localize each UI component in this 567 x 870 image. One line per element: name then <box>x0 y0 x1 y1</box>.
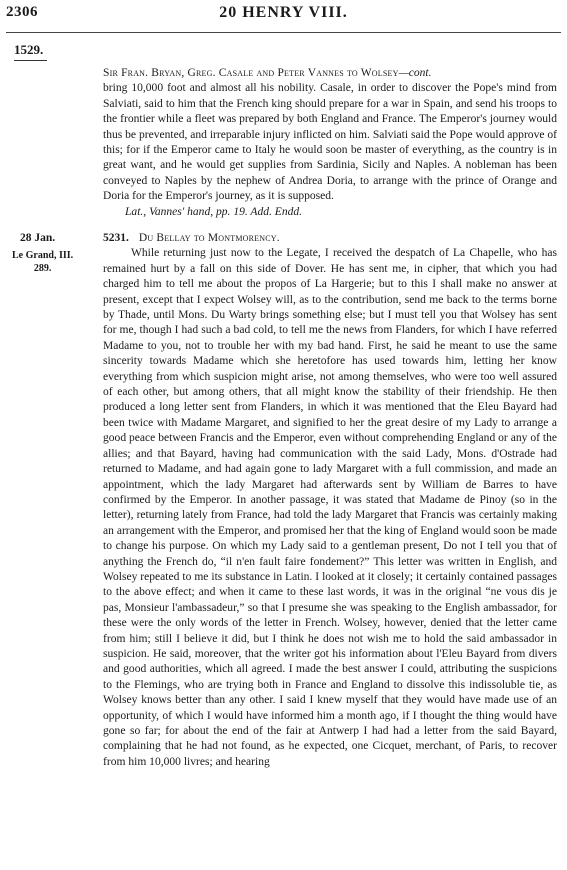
entry-main <box>103 231 557 770</box>
margin-date: 28 Jan. <box>20 232 56 244</box>
entry-continued-body: bring 10,000 foot and almost all his nobility. Casale, in order to discover the Pope's mind from Salviati, said to him that the French king should prepare for a war in Spain, and send his troops to the frontier while a fleet was prepared by both England and France. The Emperor's journey would thus be prevented, and irreparable injury inflicted on him. Salviati said the Pope would approve of this; for if the Emperor came to Italy he would soon be master of everything, as the country is in great want, and he would get supplies from Sardinia, Sicily and Naples. A nobleman has been conveyed to Naples by the nephew of Andrea Doria, to arrange with the prince of Orange and Doria for the Emperor's journey, as it is supposed. <box>103 82 557 203</box>
margin-reference-line2: 289. <box>33 263 52 274</box>
margin-year: 1529. <box>14 42 44 57</box>
entry-main-body: While returning just now to the Legate, I received the despatch of La Chapelle, who has remained hurt by a fall on this side of Dover. He has sent me, in cipher, that which you had charged him to tell me about the propos of La Hargerie; but to this I shall make no answer at present, except that I expect Wolsey will, as to the contribution, send me back to the terms borne by Thade, until Mons. Du Warty brings something else; but I must tell you that Wolsey has sent for me, though I had such a bad cold, to tell me the news from Flanders, for which I have referred Madame to you, not to trouble her with my bad hand. First, he said he meant to use the same sincerity towards Madame which she heretofore has used towards him, letting her know everything from which suspicion might arise, not among themselves, who were too well assured of each other, but among others, that all might know the stability of their friendship. He then produced a long letter sent from Flanders, in which it was mentioned that the Eleu Bayard had been twice with Madame Margaret, and signified to her the great desire of my Lady to arrange a good peace between Francis and the Emperor, even without comprehending England or any of the allies; and that Bayard, having had communication with the said Lady, Mons. d'Ostrade had returned to Madame, and had again gone to lady Margaret with a full commission, and made an appointment, which the lady Margaret had afterwards sent by William de Barres to have confirmed by the Emperor. In another passage, it was stated that Madame de Pinoy (so in the letter), returning lately from France, had told the lady Margaret that Francis was certainly making an arrangement with the Emperor, and promised her that the king of England would soon be made to change his purpose. On which my Lady said to a gentleman present, Do not I tell you that of anything the French do, “il n'en fault faire fondement?” This letter was written in English, and Wolsey repeated to me its substance in Latin. I looked at it closely; it certainly contained passages to the above effect; and when it came to these last words, it was in the original “ne vous dis je pas, Monsieur l'ambassadeur,” so that I presume she was speaking to the English ambassador, for these were the only words of the letter in French. Wolsey, however, denied that the letter came from him; still I believe it did, but I think he does not wish me to hold the said ambassador in suspicion. He said, moreover, that the writer got his information about l'Eleu Bayard from divers and good authorities, which all agreed. I made the best answer I could, attributing the suspicions to the Flemings, who are trying both in France and England to dissolve this indissoluble tie, as Wolsey knows better than any other. I said I knew myself that they would have made use of an opportunity, of which I would have informed him a month ago, if I thought the thing would have gone so far; for about the end of the fair at Antwerp I had had a letter from the said Bayard, complaining that he had not found, as he expected, one Cicquet, merchant, of Paris, to recover from him 10,000 livres; and hearing <box>103 247 557 768</box>
margin-year-underline <box>14 60 47 61</box>
margin-reference-line1: Le Grand, III. <box>12 250 74 261</box>
entry-main-heading <box>103 231 557 246</box>
entry-continued <box>103 66 557 220</box>
entry-continued-heading-names: Sir Fran. Bryan, Greg. Casale and Peter Vannes to Wolsey <box>103 67 399 79</box>
entry-continued-heading-cont: —cont. <box>398 67 432 79</box>
entry-continued-heading <box>103 66 557 81</box>
running-head: 20 HENRY VIII. <box>219 4 348 21</box>
entry-main-number: 5231. <box>103 232 129 244</box>
header-rule <box>6 32 561 33</box>
entry-main-heading-names: Du Bellay to Montmorency. <box>138 232 280 244</box>
page-number: 2306 <box>6 4 38 20</box>
margin-reference <box>12 249 73 275</box>
entry-continued-endorsement: Lat., Vannes' hand, pp. 19. Add. Endd. <box>125 205 303 218</box>
